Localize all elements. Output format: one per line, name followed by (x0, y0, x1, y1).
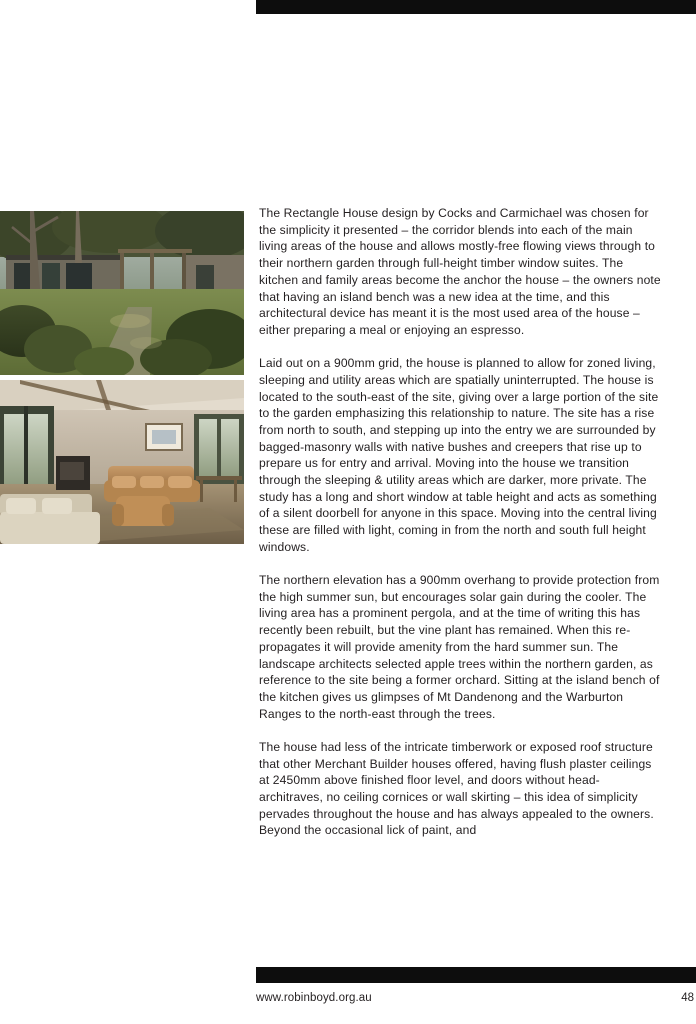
exterior-garden-photo (0, 211, 244, 375)
interior-living-room-photo (0, 380, 244, 544)
paragraph-2: Laid out on a 900mm grid, the house is planned to allow for zoned living, sleeping and utility areas which are spatially uninterrupted. The house is located to the south-east of the site, giving over a large portion of the site to the garden emphasizing this relationship to nature. The site has a rise from north to south, and stepping up into the entry we are surrounded by bagged-masonry walls with native bushes and creepers that rise up to prepare us for entry and arrival. Moving into the house we transition through the sleeping & utility areas which are darker, more private. The study has a long and short window at table height and acts as something of a silent doorbell for anyone in this space. Moving into the central living these are filled with light, coming in from the north and south full height windows. (259, 356, 659, 554)
paragraph-4: The house had less of the intricate timberwork or exposed roof structure that other Merchant Builder houses offered, having flush plaster ceilings at 2450mm above finished floor level, and doors without head-architraves, no ceiling cornices or wall skirting – this idea of simplicity pervades throughout the house and has always appealed to the owners. Beyond the occasional lick of paint, and (259, 739, 654, 838)
page-number: 48 (681, 992, 694, 1004)
footer-black-bar (256, 967, 696, 983)
article-body (259, 205, 661, 839)
header-black-bar (256, 0, 696, 14)
footer-website-link[interactable]: www.robinboyd.org.au (256, 992, 372, 1004)
paragraph-1: The Rectangle House design by Cocks and Carmichael was chosen for the simplicity it presented – the corridor blends into each of the main living areas of the house and allows mostly-free flowing views through to their northern garden through full-height timber window suites. The kitchen and family areas become the anchor the house – the owners note that having an island bench was a new idea at the time, and this architectural device has meant it is the most used area of the house – either preparing a meal or enjoying an espresso. (259, 206, 661, 337)
page-footer (256, 983, 696, 1013)
paragraph-3: The northern elevation has a 900mm overhang to provide protection from the high summer sun, but encourages solar gain during the cooler. The living area has a prominent pergola, and at the time of writing this has recently been rebuilt, but the vine plant has remained. When this re-propagates it will provide amenity from the hard summer sun. The landscape architects selected apple trees within the northern garden, as reference to the site being a former orchard. Sitting at the island bench of the kitchen gives us glimpses of Mt Dandenong and the Warburton Ranges to the north-east through the trees. (259, 573, 660, 721)
